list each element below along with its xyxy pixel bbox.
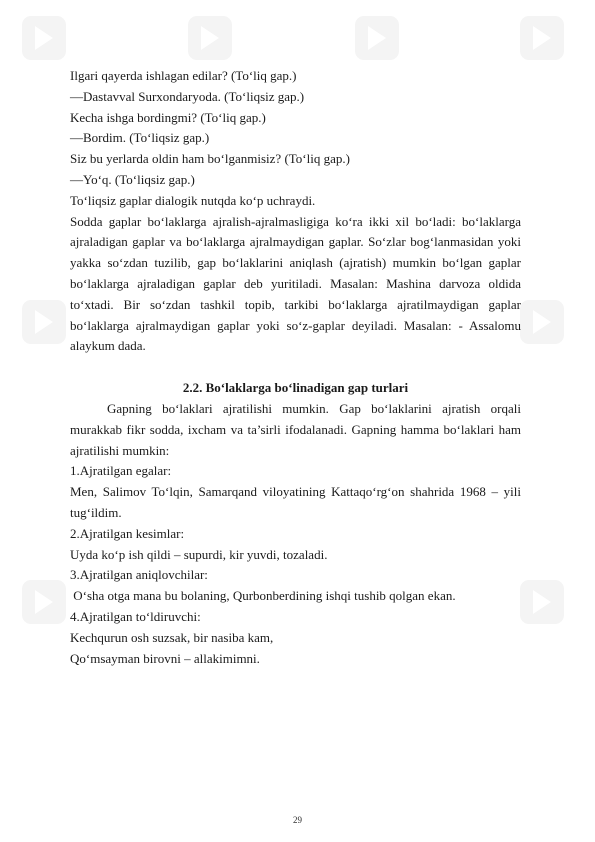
list-item-text: Uyda ko‘p ish qildi – supurdi, kir yuvdi, tozaladi.: [70, 546, 328, 562]
watermark-icon: [22, 300, 66, 344]
list-item-title: 2.Ajratilgan kesimlar:: [70, 525, 185, 541]
watermark-icon: [188, 16, 232, 60]
page-number: 29: [293, 815, 302, 825]
watermark-icon: [520, 300, 564, 344]
spacer: [70, 357, 521, 378]
list-item-title: 1.Ajratilgan egalar:: [70, 463, 172, 479]
watermark-icon: [22, 16, 66, 60]
list-item-title: 3.Ajratilgan aniqlovchilar:: [70, 567, 208, 583]
body-paragraph: Gapning bo‘laklari ajratilishi mumkin. Gap bo‘laklarini ajratish orqali murakkab fikr sodda, ixcham va ta’sirli ifodalanadi. Gapning hamma bo‘laklari ham ajratilishi mumkin:: [70, 400, 521, 458]
dialogue-line: To‘liqsiz gaplar dialogik nutqda ko‘p uchraydi.: [70, 192, 316, 208]
watermark-icon: [355, 16, 399, 60]
section-heading: 2.2. Bo‘laklarga bo‘linadigan gap turlari: [182, 380, 409, 396]
dialogue-line: Kecha ishga bordingmi? (To‘liq gap.): [70, 109, 266, 125]
list-item-title: 4.Ajratilgan to‘ldiruvchi:: [70, 608, 201, 624]
watermark-icon: [520, 580, 564, 624]
list-item-text: O‘sha otga mana bu bolaning, Qurbonberdining ishqi tushib qolgan ekan.: [70, 588, 456, 604]
body-paragraph: Sodda gaplar bo‘laklarga ajralish-ajralmasligiga ko‘ra ikki xil bo‘ladi: bo‘laklarga ajraladigan gaplar va bo‘laklarga ajralmaydigan gaplar. So‘zlar bog‘lanmasidan yoki yakka so‘zdan tuzilib, gap bo‘laklarini aniqlash (ajratish) mumkin bo‘lgan gaplar bo‘laklarga ajraladigan gaplar deb yuritiladi. Masalan: Mashina darvoza oldida to‘xtadi. Bir so‘zdan tashkil topib, tarkibi bo‘laklarga ajratilmaydigan gaplar bo‘laklarga ajralmaydigan gaplar yoki so‘z-gaplar deyiladi. Masalan: - Assalomu alaykum dada.: [70, 213, 521, 354]
dialogue-line: —Yo‘q. (To‘liqsiz gap.): [70, 171, 195, 187]
dialogue-line: —Bordim. (To‘liqsiz gap.): [70, 130, 210, 146]
page-content: [70, 66, 521, 669]
watermark-icon: [22, 580, 66, 624]
poem-line: Qo‘msayman birovni – allakimimni.: [70, 650, 260, 666]
dialogue-line: Ilgari qayerda ishlagan edilar? (To‘liq gap.): [70, 68, 297, 83]
dialogue-line: Siz bu yerlarda oldin ham bo‘lganmisiz? (To‘liq gap.): [70, 151, 350, 167]
poem-line: Kechqurun osh suzsak, bir nasiba kam,: [70, 629, 274, 645]
watermark-icon: [520, 16, 564, 60]
list-item-text: Men, Salimov To‘lqin, Samarqand viloyatining Kattaqo‘rg‘on shahrida 1968 – yili tug‘ildim.: [70, 484, 521, 520]
dialogue-line: —Dastavval Surxondaryoda. (To‘liqsiz gap.): [70, 88, 305, 104]
